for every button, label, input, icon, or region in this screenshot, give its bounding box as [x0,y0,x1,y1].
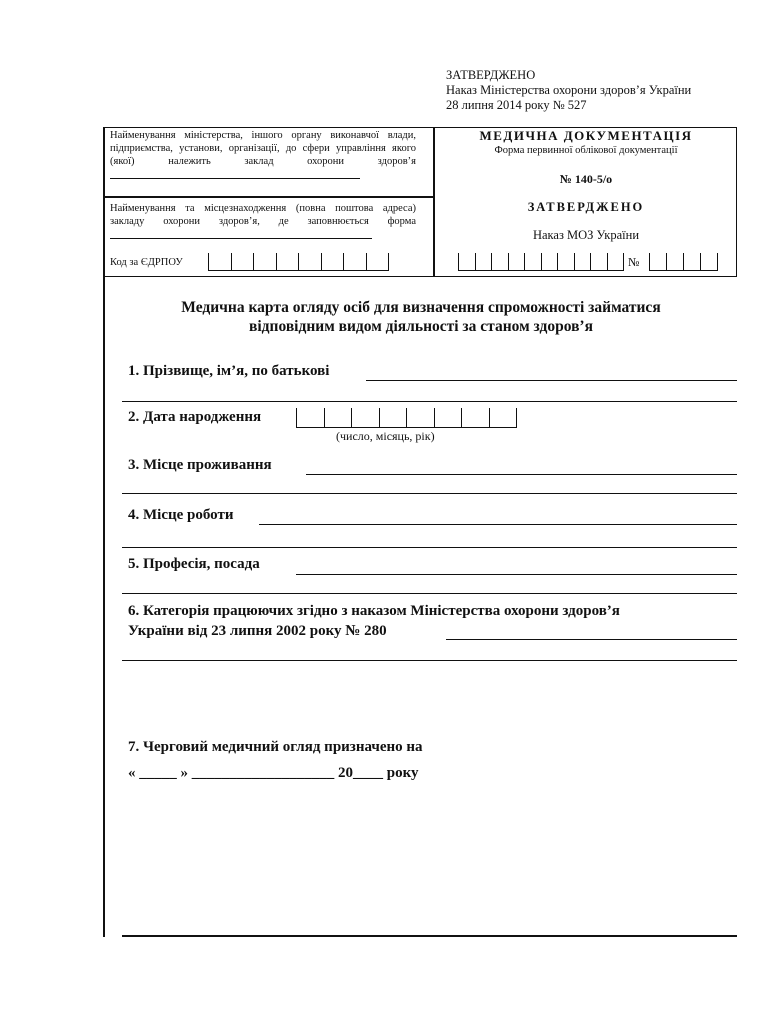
birthdate-hint: (число, місяць, рік) [336,429,435,443]
q6-label-line-2: України від 23 липня 2002 року № 280 [128,623,387,639]
q3-extra-line[interactable] [122,493,737,494]
edrpou-label: Код за ЄДРПОУ [110,257,183,268]
q6-extra-line[interactable] [122,660,737,661]
birthdate-boxes[interactable] [296,408,517,428]
header-horizontal-divider [103,196,433,198]
approved-by: Наказ МОЗ України [532,228,640,242]
q2-label: 2. Дата народження [128,409,262,425]
q6-input-line[interactable] [446,639,737,640]
number-sign: № [628,255,640,269]
q4-extra-line[interactable] [122,547,737,548]
q7-label: 7. Черговий медичний огляд призначено на [128,739,423,755]
doc-type: МЕДИЧНА ДОКУМЕНТАЦІЯ [479,128,693,143]
q5-label: 5. Професія, посада [128,556,260,572]
title-line-1: Медична карта огляду осіб для визначення спроможності займатися [181,299,661,316]
edrpou-code-boxes[interactable] [208,253,389,271]
q1-label: 1. Прізвище, ім’я, по батькові [128,363,330,379]
q1-input-line[interactable] [366,380,737,381]
form-number: № 140-5/о [559,172,613,186]
q4-label: 4. Місце роботи [128,507,234,523]
approved-label: ЗАТВЕРДЖЕНО [527,200,645,214]
ministry-field[interactable] [110,168,360,179]
address-label: Найменування та місцезнаходження (повна поштова адреса) закладу охорони здоров’я, де заповнюється форма [110,202,416,243]
q7-date-template[interactable]: « _____ » ___________________ 20____ року [128,765,419,781]
q3-label: 3. Місце проживання [128,457,272,473]
q1-extra-line[interactable] [122,401,737,402]
form-bottom-border [122,935,737,937]
order-number-boxes[interactable] [649,253,718,271]
q4-input-line[interactable] [259,524,737,525]
approval-order: Наказ Міністерства охорони здоров’я України [446,83,692,97]
title-line-2: відповідним видом діяльності за станом здоров’я [249,318,593,335]
q3-input-line[interactable] [306,474,737,475]
q5-extra-line[interactable] [122,593,737,594]
approval-stamp [446,68,691,113]
approval-date: 28 липня 2014 року № 527 [446,98,587,112]
doc-subtitle: Форма первинної облікової документації [494,145,678,156]
form-left-border [103,127,105,937]
page-title [105,298,737,336]
order-code-boxes[interactable] [458,253,624,271]
header-vertical-divider [433,127,435,277]
approval-title: ЗАТВЕРДЖЕНО [446,68,536,82]
ministry-label: Найменування міністерства, іншого органу виконавчої влади, підприємства, установи, організації, до сфери управління якого (якої) належить заклад охорони здоров’я [110,129,416,183]
address-field[interactable] [110,228,372,239]
q5-input-line[interactable] [296,574,737,575]
q6-label-line-1: 6. Категорія працюючих згідно з наказом Міністерства охорони здоров’я [128,603,620,619]
